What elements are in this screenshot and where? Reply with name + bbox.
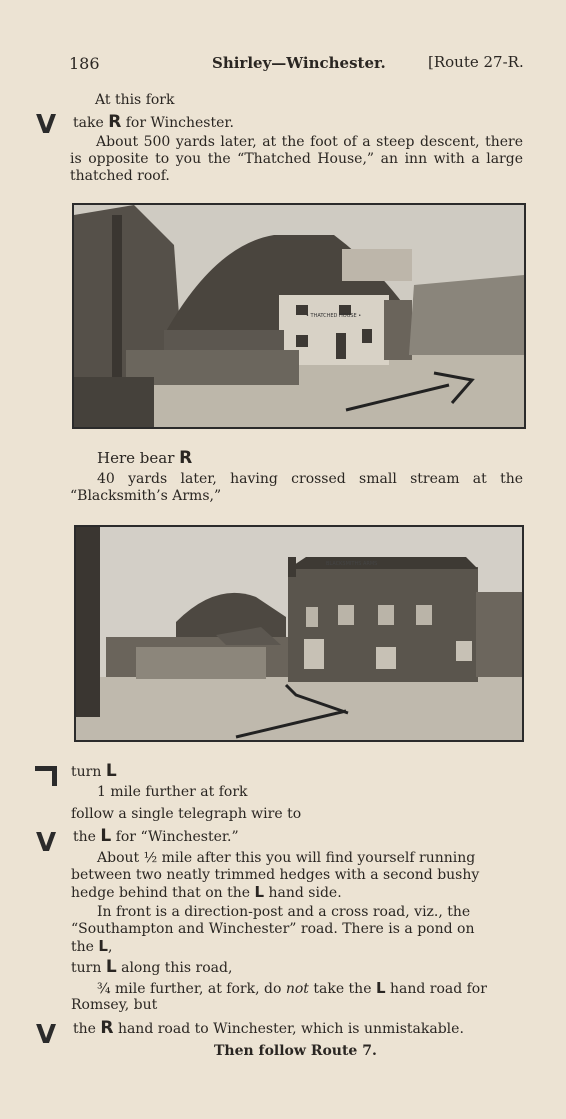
half-mile-rest: mile after this you will find yourself running bbox=[161, 850, 476, 866]
inn-sign: BLACKSMITHS ARMS bbox=[326, 561, 378, 567]
text-here-bear-r bbox=[97, 450, 192, 467]
text-turn-l bbox=[71, 763, 117, 781]
blacksmiths-arms-illustration bbox=[76, 527, 522, 740]
page-number: 186 bbox=[69, 54, 100, 73]
turn-l-marker bbox=[35, 766, 59, 771]
l-symbol: L bbox=[254, 883, 265, 901]
l-symbol: L bbox=[105, 957, 117, 977]
text-front-1: In front is a direction-post and a cross road, viz., the bbox=[97, 904, 471, 920]
text-romsey: Romsey, but bbox=[71, 997, 158, 1013]
text-final-r bbox=[73, 1020, 464, 1038]
route-label: [Route 27-R. bbox=[428, 53, 524, 71]
for-winchester: for Winchester. bbox=[125, 115, 234, 131]
hand-side: hand side. bbox=[268, 885, 342, 901]
here-bear-word: Here bear bbox=[97, 449, 175, 467]
turn-word: turn bbox=[71, 960, 102, 976]
v-marker-3: V bbox=[36, 1020, 57, 1050]
text-telegraph: follow a single telegraph wire to bbox=[71, 806, 302, 822]
along-this-road: along this road, bbox=[121, 960, 233, 976]
text-three-quarter-mile bbox=[97, 980, 487, 998]
text-at-this-fork: At this fork bbox=[95, 92, 175, 108]
mile-further: mile further, at fork, do bbox=[115, 981, 282, 997]
half-fraction: ½ bbox=[143, 850, 158, 866]
inn-sign: • THATCHED HOUSE • bbox=[306, 313, 362, 319]
not-word: not bbox=[285, 981, 309, 997]
text-hedges-2 bbox=[71, 884, 342, 902]
three-quarter-fraction: ¾ bbox=[97, 981, 111, 997]
text-hedges-1: between two neatly trimmed hedges with a second bushy bbox=[71, 867, 480, 883]
r-symbol: R bbox=[179, 448, 193, 468]
r-symbol: R bbox=[100, 1018, 114, 1038]
l-symbol: L bbox=[98, 937, 108, 955]
hand-road-for: hand road for bbox=[389, 981, 487, 997]
text-then-follow-route: Then follow Route 7. bbox=[214, 1043, 377, 1059]
take-word: take bbox=[73, 115, 104, 131]
turn-word: turn bbox=[71, 764, 102, 780]
the-word: the bbox=[73, 1021, 96, 1037]
photo-blacksmiths-arms bbox=[74, 525, 524, 742]
for-winchester: for “Winchester.” bbox=[115, 829, 239, 845]
thatched-house-illustration bbox=[74, 205, 524, 427]
r-symbol: R bbox=[108, 112, 122, 132]
the-word: the bbox=[73, 829, 96, 845]
para-thatched-house: About 500 yards later, at the foot of a steep descent, there is opposite to you the “Thatched House,” an inn with a large thatched roof. bbox=[70, 134, 523, 184]
v-marker-1: V bbox=[36, 110, 57, 140]
comma: , bbox=[107, 939, 113, 955]
page-title: Shirley—Winchester. bbox=[212, 54, 386, 72]
the-word: the bbox=[71, 939, 94, 955]
text-front-2: “Southampton and Winchester” road. There is a pond on bbox=[71, 921, 475, 937]
hand-road-winchester: hand road to Winchester, which is unmistakable. bbox=[117, 1021, 464, 1037]
l-symbol: L bbox=[100, 826, 112, 846]
text-take-r bbox=[73, 114, 234, 132]
text-turn-l-road bbox=[71, 959, 232, 977]
l-symbol: L bbox=[375, 979, 386, 997]
hedge-behind: hedge behind that on the bbox=[71, 885, 251, 901]
l-symbol: L bbox=[105, 761, 117, 781]
take-the: take the bbox=[313, 981, 372, 997]
text-mile-fork: 1 mile further at fork bbox=[97, 784, 248, 800]
about-word: About bbox=[97, 850, 140, 866]
photo-thatched-house bbox=[72, 203, 526, 429]
para-blacksmiths-arms: 40 yards later, having crossed small stream at the “Blacksmith’s Arms,” bbox=[70, 471, 523, 504]
text-half-mile bbox=[97, 850, 475, 867]
text-front-3 bbox=[71, 938, 112, 956]
v-marker-2: V bbox=[36, 828, 57, 858]
text-the-l-winchester bbox=[73, 828, 239, 846]
